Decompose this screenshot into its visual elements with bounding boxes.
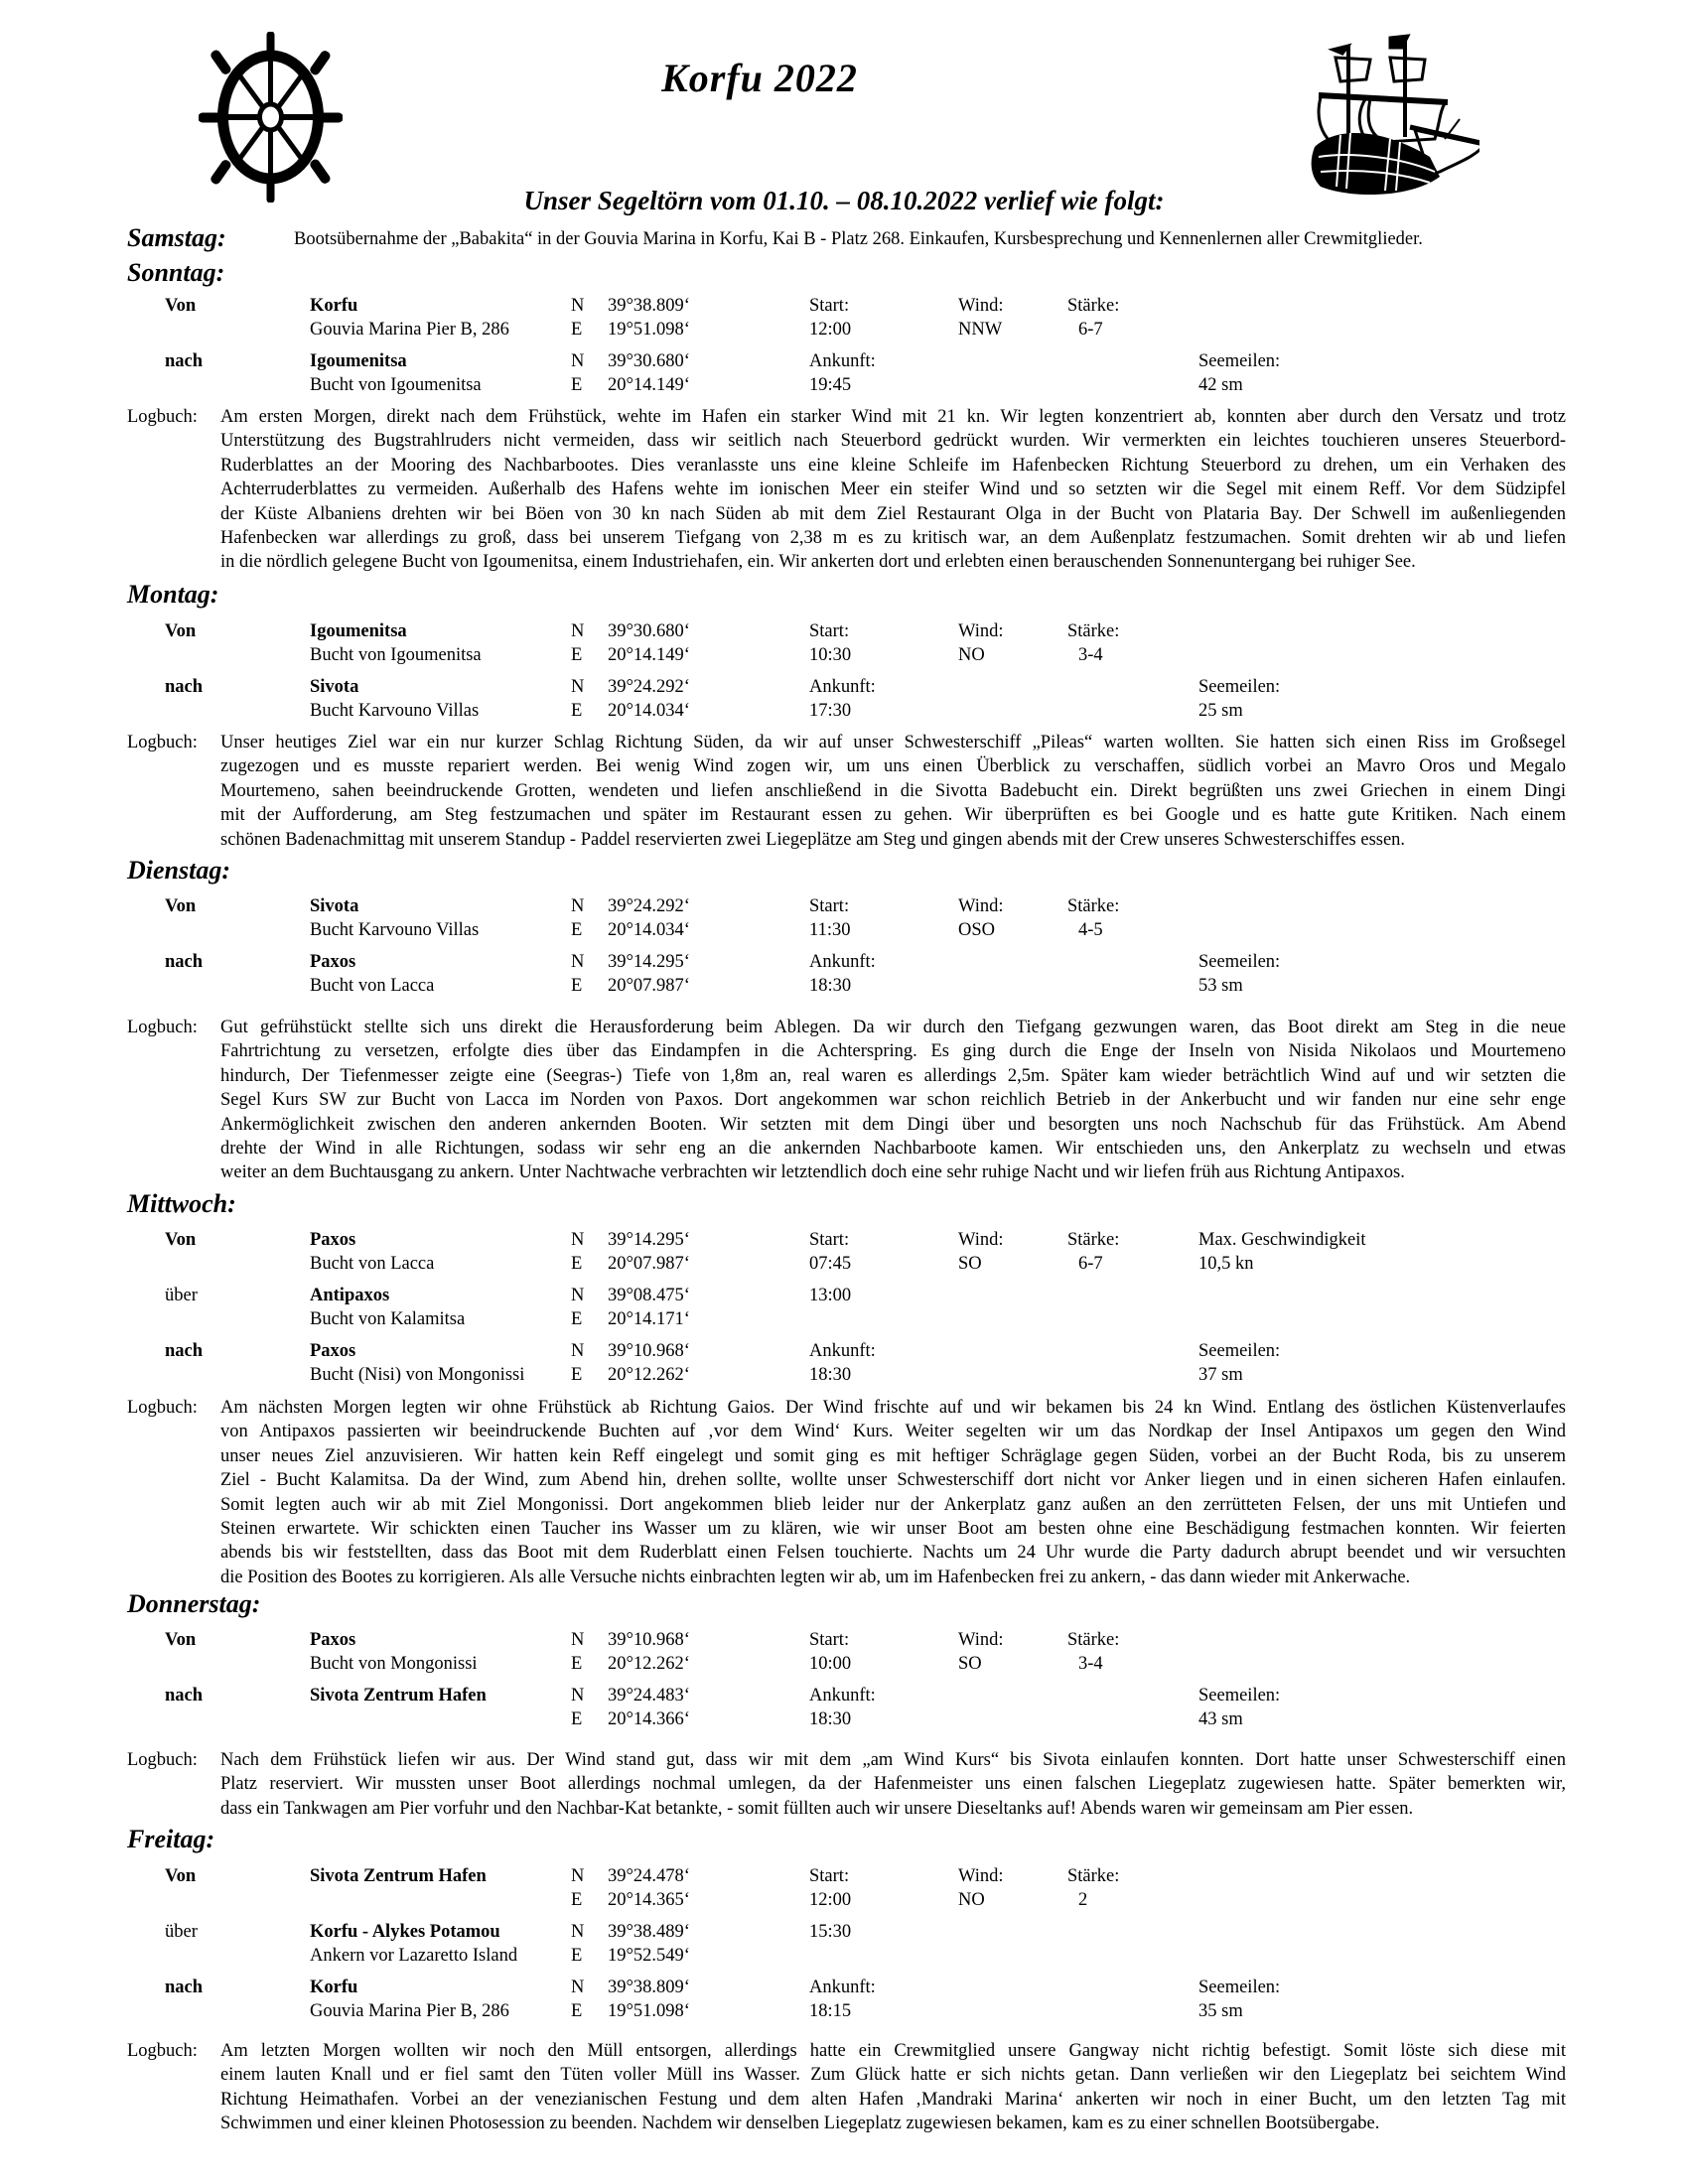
nautical-miles-value: 37 sm [1198,1365,1243,1385]
coord-north: 39°30.680‘ [608,351,690,371]
logbook-line: Somit legten auch wir ab mit Ziel Mongonissi. Dort angekommen blieb leider nur der Ankerplatz ganz außen an den zerrütteten Felsen, der uns mit Untiefen und [220,1494,1566,1515]
leg-place: Sivota [310,677,359,697]
logbook-text [220,2039,1566,2136]
page-title: Korfu 2022 [661,56,858,100]
max-speed-value: 10,5 kn [1198,1254,1254,1274]
arrival-label: Ankunft: [809,1341,876,1361]
coord-east: 19°51.098‘ [608,2001,690,2021]
leg-place: Paxos [310,1341,356,1361]
logbook-line: Fahrtrichtung zu versetzen, erfolgte dies über das Eindampfen in die Achterspring. Es ging durch die Enge der Inseln von Nisida Nikolaos und Mourtemeno [220,1041,1566,1062]
nautical-miles-value: 53 sm [1198,976,1243,996]
coord-label-east: E [571,1254,583,1274]
logbook-text [220,731,1566,852]
logbook-line: Nach dem Frühstück liefen wir aus. Der Wind stand gut, dass wir mit dem „am Wind Kurs“ bis Sivota einlaufen konnten. Dort hatte unser Schwesterschiff einen [220,1750,1566,1770]
coord-label-east: E [571,320,583,340]
day-heading-samstag: Samstag: [127,223,226,252]
leg-place: Antipaxos [310,1286,390,1305]
logbook-line: die Position des Bootes zu korrigieren. Als alle Versuche nichts einbrachten legten wir ab, um im Hafenbecken frei zu ankern, - das dann wieder mit Ankerwache. [220,1567,1411,1587]
coord-east: 20°12.262‘ [608,1365,690,1385]
coord-label-north: N [571,1630,585,1650]
coord-north: 39°30.680‘ [608,621,690,641]
logbook-line: weiter an dem Buchtausgang zu ankern. Unter Nachtwache verbrachten wir letztendlich doch eine sehr ruhige Nacht und wir liefen früh aus Richtung Antipaxos. [220,1162,1405,1183]
coord-label-east: E [571,1946,583,1966]
logbook-line: schönen Badenachmittag mit unserem Standup - Paddel reservierten zwei Liegeplätze am Steg und gingen abends mit der Crew unseres Schwesterschiffes essen. [220,829,1406,850]
coord-label-north: N [571,351,585,371]
day-heading: Donnerstag: [127,1589,261,1618]
force-label: Stärke: [1067,1630,1120,1650]
coord-label-north: N [571,896,585,916]
coord-label-east: E [571,645,583,665]
arrival-label: Ankunft: [809,1686,876,1706]
leg-place: Sivota Zentrum Hafen [310,1686,487,1706]
coord-east: 20°14.365‘ [608,1890,690,1910]
coord-label-east: E [571,1365,583,1385]
coord-label-east: E [571,1654,583,1674]
leg-role: Von [165,296,197,316]
start-time: 12:00 [809,320,852,340]
logbook-line: einem lauten Knall und er fiel samt den Tüten voller Müll ins Wasser. Zum Glück hatte er sich nichts getan. Dann verließen wir den Liegeplatz bei seichtem Wind [220,2065,1566,2086]
coord-north: 39°14.295‘ [608,1230,690,1250]
coord-label-east: E [571,2001,583,2021]
logbook-text [220,1396,1566,1589]
leg-place: Paxos [310,1630,356,1650]
leg-place: Sivota Zentrum Hafen [310,1866,487,1886]
logbook-label: Logbuch: [127,733,198,752]
wind-direction: NO [958,645,985,665]
logbook-label: Logbuch: [127,1750,198,1770]
coord-east: 20°14.171‘ [608,1309,690,1329]
logbook-line: in die nördlich gelegene Bucht von Igoumenitsa, einem Industriehafen, ein. Wir ankerten dort und erlebten einen berauschenden Sonnenuntergang bei ruhiger See. [220,552,1416,573]
wind-force: 2 [1078,1890,1088,1910]
logbook-label: Logbuch: [127,1398,198,1418]
coord-north: 39°38.489‘ [608,1922,690,1942]
leg-place-detail: Bucht von Kalamitsa [310,1309,466,1329]
leg-role: nach [165,1341,204,1361]
wind-label: Wind: [958,896,1004,916]
coord-label-east: E [571,375,583,395]
logbook-line: Unterstützung des Bugstrahlruders nicht vermeiden, dass wir seitlich nach Steuerbord gedrückt wurden. Wir vermerkten ein leichtes touchieren unseres Steuerbord- [220,431,1566,452]
wind-direction: SO [958,1654,982,1674]
logbook-line: Gut gefrühstückt stellte sich uns direkt die Herausforderung beim Ablegen. Da wir durch den Tiefgang gezwungen waren, das Boot direkt am Steg in die neue [220,1018,1566,1037]
leg-place-detail: Gouvia Marina Pier B, 286 [310,2001,509,2021]
leg-place: Paxos [310,1230,356,1250]
coord-label-east: E [571,701,583,721]
wind-force: 3-4 [1078,645,1103,665]
arrival-time: 19:45 [809,375,852,395]
max-speed-label: Max. Geschwindigkeit [1198,1230,1366,1250]
leg-place: Sivota [310,896,359,916]
coord-east: 20°14.149‘ [608,645,690,665]
wind-direction: NNW [958,320,1003,340]
coord-east: 20°12.262‘ [608,1654,690,1674]
leg-place-detail: Bucht Karvouno Villas [310,920,480,940]
logbook-line: von Antipaxos passierten wir beeindruckende Buchten auf ‚vor dem Wind‘ Kurs. Weiter segelten wir um das Nordkap der Insel Antipaxos um gegen den Wind [220,1422,1566,1442]
coord-north: 39°10.968‘ [608,1630,690,1650]
logbook-text [220,1748,1566,1821]
coord-label-north: N [571,1922,585,1942]
leg-place-detail: Gouvia Marina Pier B, 286 [310,320,509,340]
leg-place-detail: Bucht von Igoumenitsa [310,645,482,665]
coord-label-north: N [571,1286,585,1305]
leg-place: Korfu [310,296,358,316]
leg-role: nach [165,952,204,972]
leg-role: Von [165,1230,197,1250]
coord-east: 20°14.366‘ [608,1709,690,1729]
coord-east: 19°52.549‘ [608,1946,690,1966]
logbook-line: abends bis wir feststellten, dass das Boot mit dem Ruderblatt einen Felsen touchierte. Nachts um 24 Uhr wurde die Party dadurch abrupt beendet und wir versuchten [220,1543,1566,1564]
logbook-line: zugezogen und es musste repariert werden. Bei wenig Wind zogen wir, um uns einen Überblick zu verschaffen, südlich vorbei an Mavro Oros und Megalo [220,756,1566,777]
nautical-miles-value: 43 sm [1198,1709,1243,1729]
logbook-line: Am nächsten Morgen legten wir ohne Frühstück ab Richtung Gaios. Der Wind frischte auf und wir bekamen bis 24 kn Wind. Entlang des östlichen Küstenverlaufes [220,1398,1566,1418]
nautical-miles-value: 25 sm [1198,701,1243,721]
coord-label-east: E [571,1890,583,1910]
day-heading: Freitag: [127,1825,215,1853]
leg-place: Korfu - Alykes Potamou [310,1922,500,1942]
arrival-label: Ankunft: [809,952,876,972]
day-heading: Mittwoch: [127,1189,236,1218]
wind-label: Wind: [958,1230,1004,1250]
leg-role: Von [165,1630,197,1650]
start-label: Start: [809,896,850,916]
logbook-line: Platz reserviert. Wir mussten unser Boot allerdings nochmal umlegen, da der Hafenmeister uns einen falschen Liegeplatz zugewiesen hatte. Später bemerkten wir, [220,1774,1566,1795]
logbook-line: Steinen erwartete. Wir schickten einen Taucher ins Wasser um zu klären, wie wir unser Boot am besten ohne eine Beschädigung festmachen konnten. Wir feierten [220,1518,1566,1539]
logbook-line: unser neues Ziel anzuvisieren. Wir hatten kein Reff eingelegt und somit ging es mit heftiger Schräglage gegen Süden, vorbei an der Bucht Roda, bis zu unserem [220,1445,1566,1466]
leg-role: nach [165,677,204,697]
coord-label-east: E [571,1709,583,1729]
wind-force: 6-7 [1078,320,1103,340]
start-time: 10:30 [809,645,852,665]
logbook-line: Ankermöglichkeit zwischen den anderen ankernden Booten. Wir setzten mit dem Dingi über und besorgten uns noch Nachschub für das Frühstück. Am Abend [220,1114,1566,1135]
coord-label-east: E [571,920,583,940]
leg-place: Igoumenitsa [310,351,407,371]
logbook-line: mit der Aufforderung, am Steg festzumachen und später im Restaurant essen zu gehen. Wir überprüften es bei Google und es hatte gute Kritiken. Nach einem [220,805,1566,826]
logbook-line: Ziel - Bucht Kalamitsa. Da der Wind, zum Abend hin, drehen sollte, wollte unser Schwesterschiff dort nicht vor Anker liegen und in einen sicheren Hafen einlaufen. [220,1470,1566,1491]
nautical-miles-value: 42 sm [1198,375,1243,395]
leg-role: Von [165,1866,197,1886]
leg-place: Igoumenitsa [310,621,407,641]
wind-label: Wind: [958,296,1004,316]
leg-role: Von [165,621,197,641]
start-label: Start: [809,621,850,641]
start-time: 07:45 [809,1254,852,1274]
logbook-line: Mourtemeno, sahen beeindruckende Grotten, wendeten und liefen anschließend in die Sivotta Badebucht ein. Direkt begrüßten uns zwei Griechen in einem Dingi [220,780,1566,801]
coord-north: 39°24.478‘ [608,1866,690,1886]
coord-north: 39°14.295‘ [608,952,690,972]
arrival-label: Ankunft: [809,1978,876,1997]
arrival-time: 18:30 [809,1709,852,1729]
leg-place-detail: Bucht von Lacca [310,976,435,996]
day-heading: Montag: [127,580,219,609]
page-subtitle: Unser Segeltörn vom 01.10. – 08.10.2022 verlief wie folgt: [523,186,1165,215]
coord-label-east: E [571,976,583,996]
logbook-line: Hafenbecken war allerdings zu groß, dass bei unserem Tiefgang von 2,38 m es zu kritisch war, an dem Außenplatz festzumachen. Somit drehten wir ab und liefen [220,527,1566,548]
wind-force: 3-4 [1078,1654,1103,1674]
leg-place: Korfu [310,1978,358,1997]
leg-role: Von [165,896,197,916]
logbook-line: Am ersten Morgen, direkt nach dem Frühstück, wehte im Hafen ein starker Wind mit 21 kn. Wir legten konzentriert ab, konnten aber durch den Versatz und trotz [220,407,1566,427]
logbook-text [220,1016,1566,1185]
arrival-time: 18:15 [809,2001,852,2021]
wind-direction: NO [958,1890,985,1910]
leg-role: über [165,1922,198,1942]
wind-label: Wind: [958,1630,1004,1650]
coord-label-north: N [571,296,585,316]
coord-east: 19°51.098‘ [608,320,690,340]
coord-north: 39°24.292‘ [608,677,690,697]
start-time: 10:00 [809,1654,852,1674]
start-label: Start: [809,296,850,316]
logbook-line: Richtung Heimathafen. Vorbei an der venezianischen Festung und dem alten Hafen ‚Mandraki Marina‘ ankerten wir noch in einer Bucht, um den letzten Tag mit [220,2089,1566,2110]
force-label: Stärke: [1067,1866,1120,1886]
leg-place-detail: Bucht von Igoumenitsa [310,375,482,395]
day-heading: Sonntag: [127,258,225,287]
logbook-line: Am letzten Morgen wollten wir noch den Müll entsorgen, allerdings hatte ein Crewmitglied unsere Gangway nicht richtig befestigt. Somit löste sich diese mit [220,2041,1566,2061]
nautical-miles-label: Seemeilen: [1198,1978,1281,1997]
samstag-description: Bootsübernahme der „Babakita“ in der Gouvia Marina in Korfu, Kai B - Platz 268. Einkaufen, Kursbesprechung und Kennenlernen aller Crewmitglieder. [294,229,1423,249]
leg-role: nach [165,1978,204,1997]
coord-label-north: N [571,1866,585,1886]
logbook-line: dass ein Tankwagen am Pier vorfuhr und den Nachbar-Kat betankte, - somit füllten auch wir unsere Dieseltanks auf! Abends waren wir gemeinsam am Pier essen. [220,1798,1414,1819]
coord-label-north: N [571,621,585,641]
leg-role: über [165,1286,198,1305]
leg-place-detail: Ankern vor Lazaretto Island [310,1946,518,1966]
logbook-line: der Küste Albaniens drehten wir bei Böen von 30 kn nach Süden ab mit dem Ziel Restaurant Olga in der Bucht von Plataria Bay. Der Schwell im außenliegenden [220,503,1566,524]
coord-label-north: N [571,1978,585,1997]
coord-north: 39°24.483‘ [608,1686,690,1706]
via-time: 15:30 [809,1922,852,1942]
start-label: Start: [809,1630,850,1650]
start-time: 12:00 [809,1890,852,1910]
leg-role: nach [165,351,204,371]
leg-role: nach [165,1686,204,1706]
nautical-miles-label: Seemeilen: [1198,952,1281,972]
via-time: 13:00 [809,1286,852,1305]
nautical-miles-label: Seemeilen: [1198,677,1281,697]
day-heading: Dienstag: [127,856,230,885]
arrival-time: 18:30 [809,1365,852,1385]
logbook-line: drehte der Wind in alle Richtungen, sodass wir sehr eng an die ankernden Nachbarboote kamen. Wir entschieden uns, den Ankerplatz zu wechseln und etwas [220,1138,1566,1159]
coord-east: 20°14.034‘ [608,920,690,940]
wind-direction: OSO [958,920,996,940]
coord-label-north: N [571,1230,585,1250]
nautical-miles-value: 35 sm [1198,2001,1243,2021]
force-label: Stärke: [1067,896,1120,916]
logbook-line: Ruderblattes an der Mooring des Nachbarbootes. Dies veranlasste uns eine kleine Schleife im Hafenbecken Richtung Steuerbord zu drehen, um ein Verhaken des [220,455,1566,476]
force-label: Stärke: [1067,1230,1120,1250]
leg-place-detail: Bucht von Lacca [310,1254,435,1274]
arrival-time: 17:30 [809,701,852,721]
coord-label-north: N [571,1686,585,1706]
wind-force: 4-5 [1078,920,1103,940]
arrival-time: 18:30 [809,976,852,996]
leg-place-detail: Bucht von Mongonissi [310,1654,478,1674]
logbook-text [220,405,1566,575]
arrival-label: Ankunft: [809,677,876,697]
wind-label: Wind: [958,1866,1004,1886]
coord-label-east: E [571,1309,583,1329]
leg-place: Paxos [310,952,356,972]
nautical-miles-label: Seemeilen: [1198,351,1281,371]
start-time: 11:30 [809,920,851,940]
sailing-ship-icon [1291,28,1479,199]
coord-label-north: N [571,1341,585,1361]
coord-label-north: N [571,952,585,972]
coord-east: 20°07.987‘ [608,976,690,996]
leg-place-detail: Bucht Karvouno Villas [310,701,480,721]
logbook-label: Logbuch: [127,1018,198,1037]
start-label: Start: [809,1866,850,1886]
coord-east: 20°14.034‘ [608,701,690,721]
coord-north: 39°08.475‘ [608,1286,690,1305]
coord-east: 20°07.987‘ [608,1254,690,1274]
coord-north: 39°38.809‘ [608,1978,690,1997]
coord-east: 20°14.149‘ [608,375,690,395]
coord-label-north: N [571,677,585,697]
logbook-label: Logbuch: [127,2041,198,2061]
logbook-line: Segel Kurs SW zur Bucht von Lacca im Norden von Paxos. Dort angekommen war schon reichlich Betrieb in der Ankerbucht und wir fanden nur eine sehr enge [220,1090,1566,1111]
nautical-miles-label: Seemeilen: [1198,1341,1281,1361]
logbook-line: Schwimmen und einer kleinen Photosession zu beenden. Nachdem wir denselben Liegeplatz zugewiesen bekamen, kam es zu einer schnellen Bootsübergabe. [220,2114,1380,2134]
wind-label: Wind: [958,621,1004,641]
start-label: Start: [809,1230,850,1250]
leg-place-detail: Bucht (Nisi) von Mongonissi [310,1365,525,1385]
logbook-line: hindurch, Der Tiefenmesser zeigte eine (Seegras-) Tiefe von 1,8m an, real waren es allerdings 2,5m. Später kam wieder beträchtlich Wind auf und wir setzten die [220,1065,1566,1086]
nautical-miles-label: Seemeilen: [1198,1686,1281,1706]
logbook-line: Achterruderblattes zu vermeiden. Außerhalb des Hafens wehte im ionischen Meer ein steifer Wind und so setzten wir die Segel mit einem Reff. Vor dem Südzipfel [220,479,1566,500]
logbook-label: Logbuch: [127,407,198,427]
coord-north: 39°24.292‘ [608,896,690,916]
force-label: Stärke: [1067,296,1120,316]
wind-force: 6-7 [1078,1254,1103,1274]
coord-north: 39°10.968‘ [608,1341,690,1361]
arrival-label: Ankunft: [809,351,876,371]
logbook-line: Unser heutiges Ziel war ein nur kurzer Schlag Richtung Süden, da wir auf unser Schwesterschiff „Pileas“ warten wollten. Sie hatten sich einen Riss im Großsegel [220,733,1566,752]
coord-north: 39°38.809‘ [608,296,690,316]
force-label: Stärke: [1067,621,1120,641]
wind-direction: SO [958,1254,982,1274]
